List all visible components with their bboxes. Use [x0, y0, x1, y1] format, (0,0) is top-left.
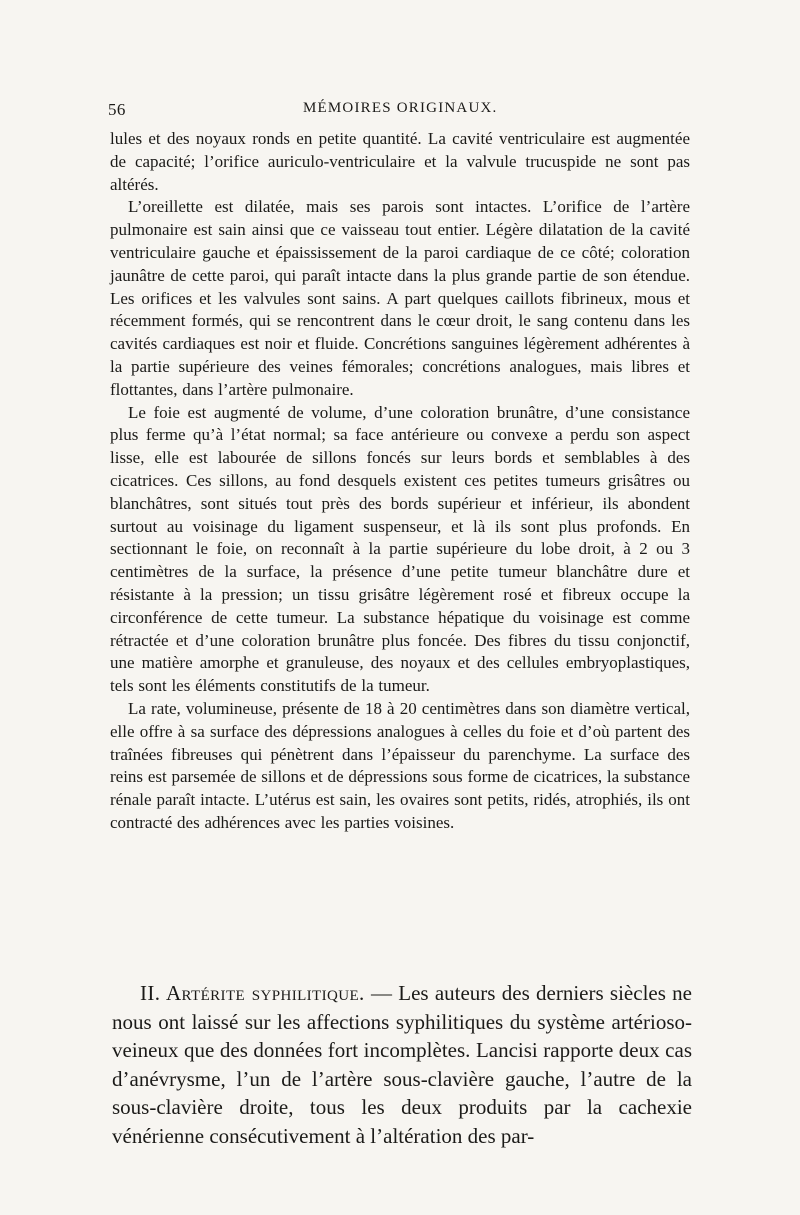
paragraph-oreillette: L’oreillette est dilatée, mais ses parois sont intactes. L’orifice de l’artère pulmonaire est sain ainsi que ce vaisseau tout entier. Légère dilatation de la cavité ventriculaire gauche et épaississement de la paroi cardiaque de ce côté; coloration jaunâtre de cette paroi, qui paraît intacte dans la plus grande partie de son étendue. Les orifices et les valvules sont sains. A part quelques caillots fibrineux, mous et récemment formés, qui se rencontrent dans le cœur droit, le sang contenu dans les cavités cardiaques est noir et fluide. Concrétions sanguines légèrement adhérentes à la partie supérieure des veines fémorales; concrétions analogues, mais libres et flottantes, dans l’artère pulmonaire.: [110, 197, 690, 399]
section-heading: II. Artérite syphilitique.: [140, 981, 365, 1005]
running-header: [108, 100, 690, 124]
section-block: [112, 979, 692, 1151]
paragraph-rate: La rate, volumineuse, présente de 18 à 20 centimètres dans son diamètre vertical, elle offre à sa surface des dépressions analogues à celles du foie et d’où partent des traînées fibreuses qui pénètrent dans l’épaisseur du parenchyme. La surface des reins est parsemée de sillons et de dépressions sous forme de cicatrices, la substance rénale paraît intacte. L’utérus est sain, les ovaires sont petits, ridés, atrophiés, ils ont contracté des adhérences avec les parties voisines.: [110, 698, 690, 832]
running-title: MÉMOIRES ORIGINAUX.: [303, 100, 498, 116]
paragraph-continuation: lules et des noyaux ronds en petite quantité. La cavité ventriculaire est augmentée de capacité; l’orifice auriculo-ventriculaire et la valvule trucuspide ne sont pas altérés.: [110, 129, 690, 194]
section-paragraph: [112, 979, 692, 1151]
paragraph-foie: Le foie est augmenté de volume, d’une coloration brunâtre, d’une consistance plus ferme qu’à l’état normal; sa face antérieure ou convexe a perdu son aspect lisse, elle est labourée de sillons foncés sur leurs bords et semblables à des cicatrices. Ces sillons, au fond desquels existent ces petites tumeurs grisâtres ou blanchâtres, sont situés tout près des bords supérieur et inférieur, ils abondent surtout au voisinage du ligament suspenseur, et là ils sont plus profonds. En sectionnant le foie, on reconnaît à la partie supérieure du lobe droit, à 2 ou 3 centimètres de la surface, la présence d’une petite tumeur blanchâtre dure et résistante à la pression; un tissu grisâtre légèrement rosé et fibreux occupe la circonférence de cette tumeur. La substance hépatique du voisinage est comme rétractée et d’une coloration brunâtre plus foncée. Des fibres du tissu conjonctif, une matière amorphe et granuleuse, des noyaux et des cellules embryoplastiques, tels sont les éléments constitutifs de la tumeur.: [110, 402, 690, 696]
section-body-text: — Les auteurs des derniers siècles ne nous ont laissé sur les affections syphilitiques du système artérioso-veineux que des données fort incomplètes. Lancisi rapporte deux cas d’anévrysme, l’un de l’artère sous-clavière gauche, l’autre de la sous-clavière droite, tous les deux produits par la cachexie vénérienne consécutivement à l’altération des par-: [112, 981, 692, 1148]
page-number: 56: [108, 100, 126, 119]
main-text-block: [110, 128, 690, 835]
